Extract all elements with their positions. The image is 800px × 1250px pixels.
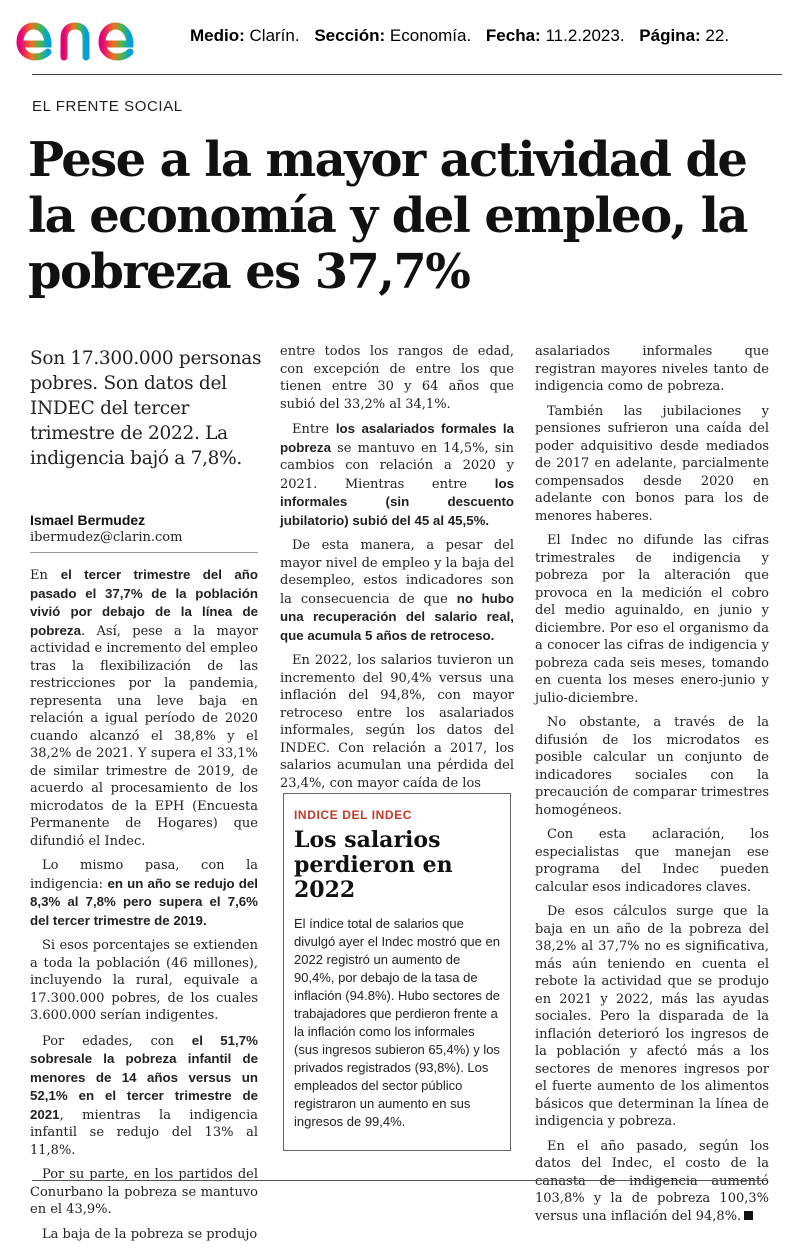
box-title: Los salarios perdieron en 2022	[294, 827, 453, 903]
text-run: se mantuvo en 14,5%, sin cambios con relación a 2020 y 2021. Mientras entre	[280, 440, 514, 492]
paragraph: De esos cálculos surge que la baja en un año de la pobreza del 38,2% al 37,7% no es significativa, más aún teniendo en cuenta el rebote la actividad que se produjo en 2021 y 2022, más las ayudas sociales. Pero la disparada de la inflación deterioró los ingresos de la población y afectó más a los sectores de menores ingresos por el fuerte aumento de los alimentos básicos que determinan la línea de indigencia y pobreza.	[535, 904, 769, 1129]
author-email[interactable]: ibermudez@clarin.com	[30, 530, 183, 545]
medio-value: Clarín.	[249, 26, 300, 45]
box-text: El índice total de salarios que divulgó ayer el Indec mostró que en 2022 registró un aumento de 90,4%, por debajo de la tasa de inflación (94.8%). Hubo sectores de trabajadores que perdieron frente a la inflación como los informales (sus ingresos subieron 65,4%) y los privados registrados (93,8%). Los empleados del sector público registraron un aumento en sus ingresos de 99,4%.	[294, 916, 500, 1129]
bold-run: el tercer trimestre del año pasado el 37,7% de la población vivió por debajo de la línea de pobreza	[30, 567, 259, 638]
header-divider	[32, 74, 782, 75]
article-column-1	[30, 566, 258, 1250]
enel-logo	[12, 10, 170, 67]
text-run: De esta manera, a pesar del mayor nivel de empleo y la baja del desempleo, estos indicadores son la consecuencia de que	[280, 538, 514, 607]
pagina-value: 22.	[705, 26, 730, 45]
article-column-2	[280, 343, 514, 799]
pagina-label: Página:	[639, 26, 701, 45]
article-column-3	[535, 343, 769, 1232]
bold-run: el 51,7% sobresale la pobreza infantil de menores de 14 años versus un 52,1% en el tercer trimestre de 2021	[30, 1032, 258, 1122]
headline: Pese a la mayor actividad de la economía y del empleo, la pobreza es 37,7%	[28, 132, 747, 300]
paragraph: asalariados informales que registran mayores niveles tanto de indigencia como de pobreza.	[535, 344, 769, 394]
medio-label: Medio:	[190, 26, 245, 45]
box-kicker: INDICE DEL INDEC	[294, 808, 413, 822]
clipping-metadata	[190, 26, 729, 46]
paragraph: Con esta aclaración, los especialistas que manejan ese programa del Indec pueden calcular esos indicadores claves.	[535, 827, 769, 895]
text-run: Lo mismo pasa, con la indigencia:	[30, 858, 258, 892]
paragraph: No obstante, a través de la difusión de los microdatos es posible calcular un conjunto de indicadores sociales con la precaución de comparar trimestres homogéneos.	[535, 715, 769, 818]
sidebar-box	[283, 793, 511, 1151]
paragraph	[280, 537, 514, 645]
fecha-value: 11.2.2023.	[545, 26, 625, 45]
bold-run: no hubo una recuperación del salario real, que acumula 5 años de retroceso.	[280, 590, 515, 643]
seccion-label: Sección:	[314, 26, 386, 45]
text-run: Por edades, con	[42, 1033, 192, 1049]
lede: Son 17.300.000 personas pobres. Son datos del INDEC del tercer trimestre de 2022. La indigencia bajó a 7,8%.	[30, 348, 262, 469]
text-run: Entre	[292, 422, 336, 437]
end-of-article-icon	[744, 1211, 753, 1220]
seccion-value: Economía.	[389, 26, 472, 45]
bold-run: los informales (sin descuento jubilatorio) subió del 45 al 45,5%.	[280, 475, 514, 528]
paragraph	[30, 1032, 258, 1160]
section-label: EL FRENTE SOCIAL	[32, 98, 183, 115]
fecha-label: Fecha:	[485, 26, 541, 45]
paragraph: Por su parte, en los partidos del Conurbano la pobreza se mantuvo en el 43,9%.	[30, 1167, 258, 1217]
paragraph	[280, 420, 514, 530]
author-name: Ismael Bermudez	[30, 512, 146, 528]
clipping-header	[0, 0, 800, 78]
paragraph	[535, 1138, 769, 1226]
paragraph: También las jubilaciones y pensiones sufrieron una caída del poder adquisitivo desde mediados de 2017 en adelante, parcialmente compensados desde 2020 en adelante con bonos para los de menores haberes.	[535, 403, 769, 524]
paragraph	[30, 857, 258, 930]
text-run: , mientras la indigencia infantil se redujo del 13% al 11,8%.	[30, 1107, 258, 1158]
text-run: . Así, pese a la mayor actividad e incremento del empleo tras la flexibilización de las restricciones por la pandemia, representa una leve baja en relación a igual período de 2020 cuando alcanzó el 38,8% y el 38,2% de 2021. Y supera el 33,1% de similar trimestre de 2019, de acuerdo al procesamiento de los microdatos de la EPH (Encuesta Permanente de Hogares) que difundió el Indec.	[30, 623, 258, 849]
byline-divider	[30, 552, 258, 553]
paragraph: El Indec no difunde las cifras trimestrales de indigencia y pobreza por la alteración que provoca en la medición el cobro del medio aguinaldo, en junio y diciembre. Por eso el organismo da a conocer las cifras de indigencia y pobreza cada seis meses, tomando en cuenta los meses enero-junio y julio-diciembre.	[535, 533, 769, 706]
bold-run: los asalariados formales la pobreza	[280, 421, 514, 455]
text-run: En	[30, 568, 61, 583]
paragraph: En 2022, los salarios tuvieron un incremento del 90,4% versus una inflación del 94,8%, con mayor retroceso entre los asalariados informales, según los datos del INDEC. Con relación a 2017, los salarios acumulan una pérdida del 23,4%, con mayor caída de los	[280, 653, 514, 791]
paragraph: Si esos porcentajes se extienden a toda la población (46 millones), incluyendo la rural, equivale a 17.300.000 pobres, de los cuales 3.600.000 serían indigentes.	[30, 938, 258, 1023]
footer-divider	[32, 1180, 768, 1181]
bold-run: en un año se redujo del 8,3% al 7,8% pero supera el 7,6% del tercer trimestre de 2019.	[30, 875, 258, 928]
paragraph: La baja de la pobreza se produjo	[42, 1226, 258, 1242]
paragraph	[30, 566, 258, 850]
paragraph: entre todos los rangos de edad, con excepción de entre los que tienen entre 30 y 64 años que subió del 33,2% al 34,1%.	[280, 344, 514, 412]
text-run: En el año pasado, según los datos del Indec, el costo de la canasta de indigencia aumentó 103,8% y la de pobreza 100,3% versus una inflación del 94,8%.	[535, 1138, 769, 1224]
